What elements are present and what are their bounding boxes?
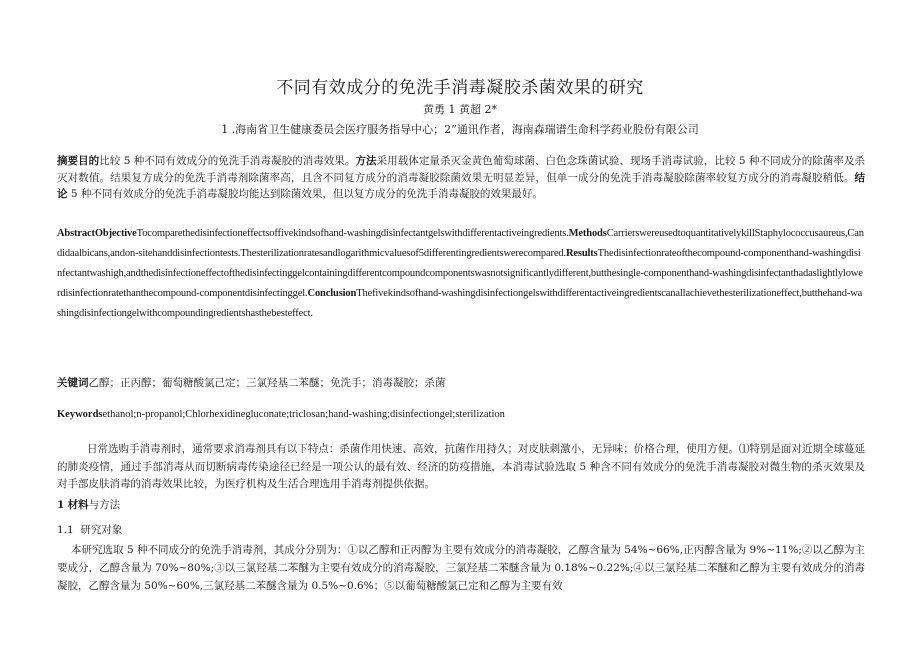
english-objective-text: Tocomparethedisinfectioneffectsoffivekindsofhand-washingdisinfectantgelswithdifferentactiveingredients. xyxy=(136,228,569,239)
paper-title: 不同有效成分的免洗手消毒凝胶杀菌效果的研究 xyxy=(276,78,644,98)
english-abstract xyxy=(57,224,865,324)
section-heading-1 xyxy=(57,497,865,513)
english-methods-text: CarrierswereusedtoquantitativelykillStaphylococcusaureus,Candidaalbicans,andon-sitehanddisinfectiontests.Thesterilizationratesandlogarithmicvaluesof5differentingredientswerecompared. xyxy=(57,228,864,259)
english-results-label: Results xyxy=(565,248,598,259)
chinese-abstract xyxy=(57,153,865,203)
chinese-keywords xyxy=(57,375,865,391)
english-conclusion-text: Thefivekindsofhand-washingdisinfectiongelswithdifferentactiveingredientscanallachievethesterilizationeffect,butthehand-washingdisinfectiongelwithcompoundingredientshasthebesteffect. xyxy=(57,288,863,319)
abstract-conclusion-text: 5 种不同有效成分的免洗手消毒凝胶均能达到除菌效果，但以复方成分的免洗手消毒凝胶的效果最好。 xyxy=(67,188,543,200)
english-keywords-label: Keywords xyxy=(57,409,103,420)
author-line: 黄勇 1 黄超 2* xyxy=(423,103,497,116)
english-results-text: Thedisinfectionrateofthecompound-componenthand-washingdisinfectantwashigh,andthedisinfectioneffectofthedisinfectinggelcontainingdifferentcompoundcomponentswasnotsignificantlydifferent,butthesingle-componenthand-washingdisinfectanthadaslightlylowerdisinfectionratethanthecompound-componentdisinfectinggel. xyxy=(57,248,863,299)
introduction-paragraph: 日常选购手消毒剂时，通常要求消毒剂具有以下特点：杀菌作用快速、高效，抗菌作用持久；对皮肤刺激小，无异味；价格合理，使用方便。⑴特别是面对近期全球蔓延的肺炎疫情，通过手部消毒从而切断病毒传染途径已经是一项公认的最有效、经济的防疫措施，本消毒试验选取 5 种含不同有效成分的免洗手消毒凝胶对微生物的杀灭效果及对手部皮肤消毒的消毒效果比较，为医疗机构及生活合理选用手消毒剂提供依据。 xyxy=(57,443,865,490)
abstract-conclusion-label: 结论 xyxy=(57,171,865,200)
english-abstract-label: AbstractObjective xyxy=(57,228,137,239)
section-number: 1 xyxy=(57,499,65,511)
abstract-objective-label: 摘要目的 xyxy=(57,155,100,167)
subsection-title: 研究对象 xyxy=(80,524,123,536)
abstract-methods-text: 采用载体定量杀灭金黄色葡萄球菌、白色念珠菌试验、现场手消毒试验，比较 5 种不同成分的除菌率及杀灭对数值。结果复方成分的免洗手消毒剂除菌率高，且含不同复方成分的消毒凝胶除菌效果无明显差异，但单一成分的免洗手消毒凝胶除菌率较复方成分的消毒凝胶稍低。 xyxy=(57,155,866,184)
english-methods-label: Methods xyxy=(568,228,607,239)
affiliation-line: 1 .海南省卫生健康委员会医疗服务指导中心；2”通讯作者，海南森瑞谱生命科学药业股份有限公司 xyxy=(221,123,699,136)
english-keywords-text: ethanol;n-propanol;Chlorhexidinegluconate;triclosan;hand-washing;disinfectiongel;sterilization xyxy=(102,409,505,420)
section-title-rest: 与方法 xyxy=(88,499,121,511)
abstract-methods-label: 方法 xyxy=(355,155,377,167)
keywords-text: 乙醇；正丙醇；葡萄糖酸氯己定；三氯羟基二苯醚；免洗手；消毒凝胶；杀菌 xyxy=(88,377,446,389)
research-object-paragraph: 本研究选取 5 种不同成分的免洗手消毒剂，其成分分别为：①以乙醇和正丙醇为主要有效成分的消毒凝胶，乙醇含量为 54%~66%,正丙醇含量为 9%~11%;②以乙醇为主要成分，乙醇含量为 70%~80%;③以三氯羟基二苯醚为主要有效成分的消毒凝胶，三氯羟基二苯醚含量为 0.18%~0.22%;④以三氯羟基二苯醚和乙醇为主要有效成分的消毒凝胶，乙醇含量为 50%~60%,三氯羟基二苯醚含量为 0.5%~0.6%；⑤以葡萄糖酸氯己定和乙醇为主要有效 xyxy=(57,544,865,592)
english-conclusion-label: Conclusion xyxy=(307,288,357,299)
abstract-objective-text: 比较 5 种不同有效成分的免洗手消毒凝胶的消毒效果。 xyxy=(99,155,356,167)
subsection-number: 1.1 xyxy=(57,524,74,536)
english-keywords xyxy=(57,407,865,423)
keywords-label: 关键词 xyxy=(57,377,89,389)
subsection-heading-1-1 xyxy=(57,522,865,538)
section-title-bold: 材料 xyxy=(67,499,89,511)
